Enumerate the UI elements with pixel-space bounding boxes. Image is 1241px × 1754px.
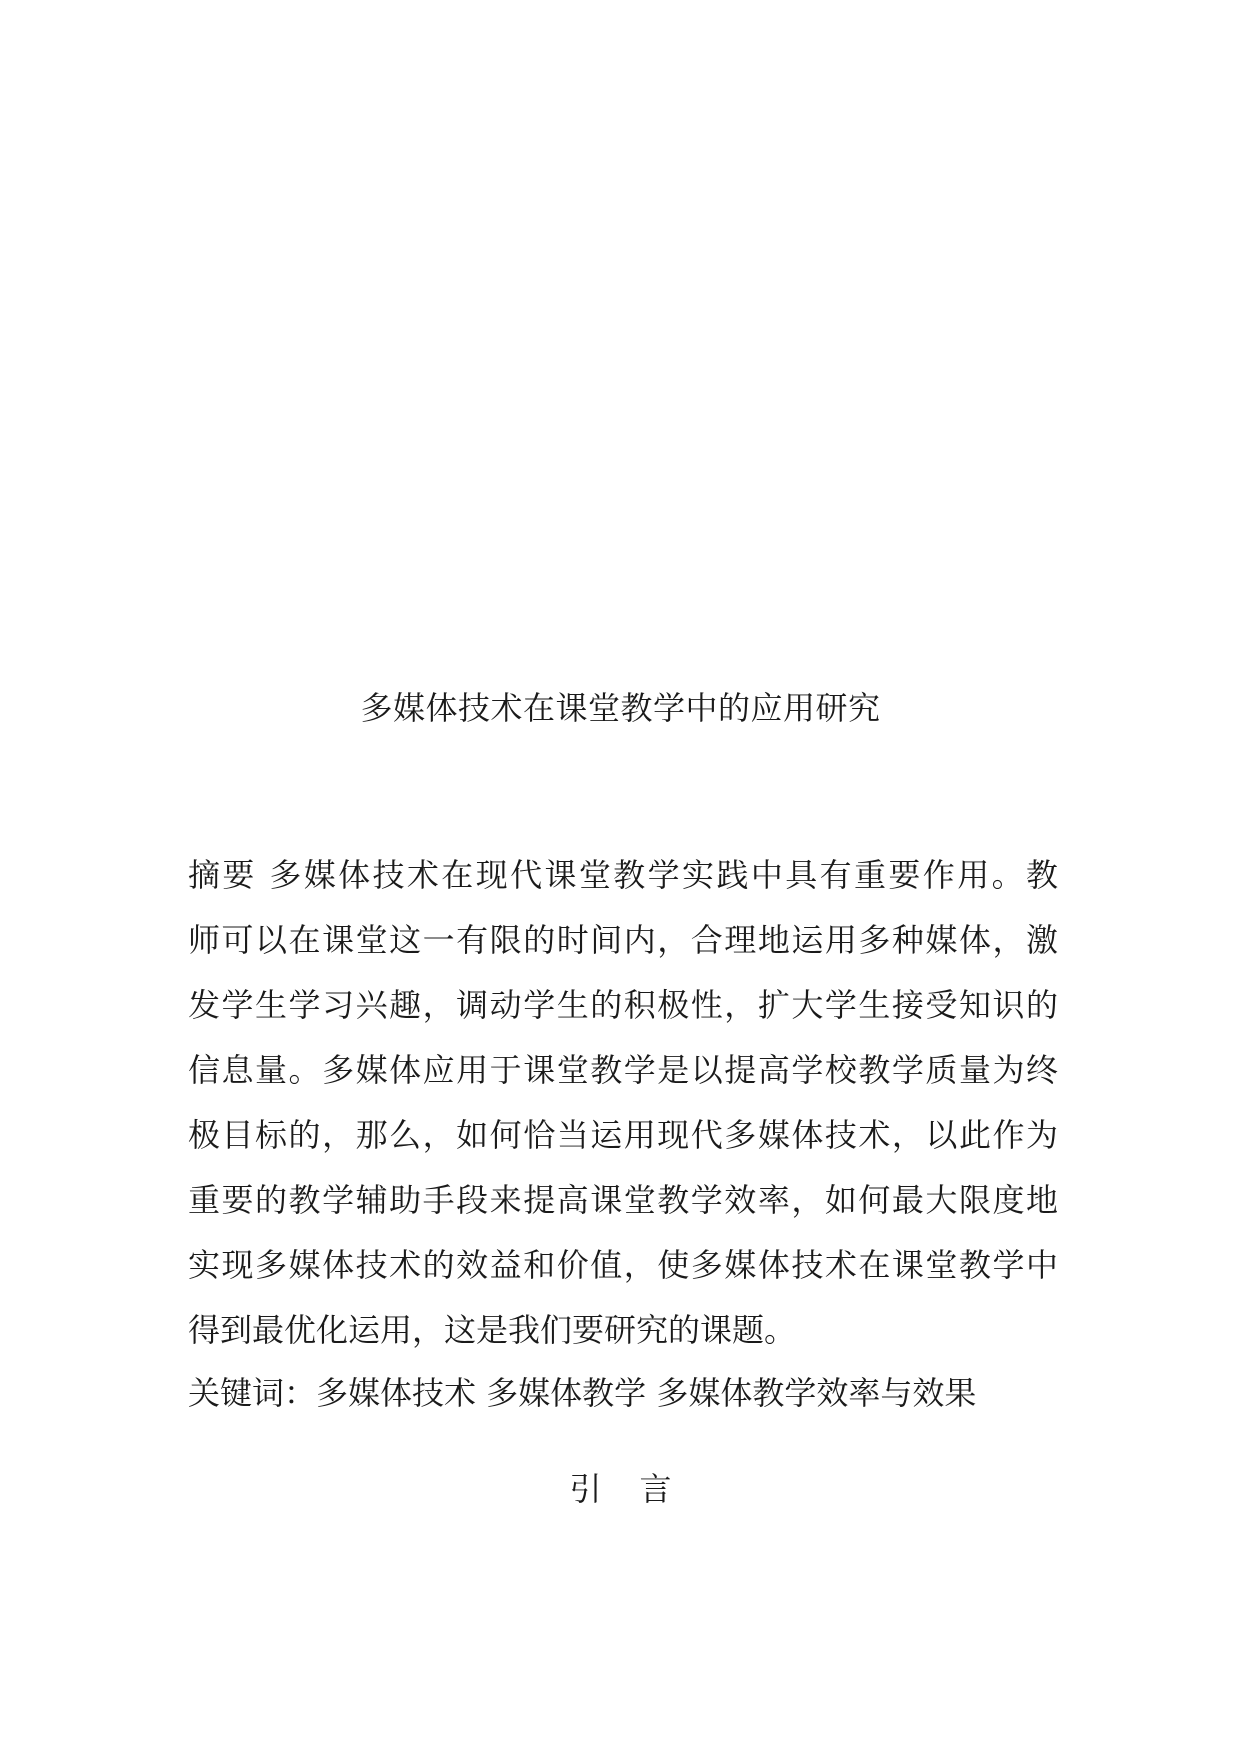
keywords-line: 关键词：多媒体技术 多媒体教学 多媒体教学效率与效果 xyxy=(188,1374,977,1412)
section-heading-introduction xyxy=(0,1463,1241,1515)
section-heading-char: 引 xyxy=(569,1470,602,1508)
abstract-line: 师可以在课堂这一有限的时间内，合理地运用多种媒体，激 xyxy=(188,921,1058,959)
abstract-line: 摘要 多媒体技术在现代课堂教学实践中具有重要作用。教 xyxy=(188,856,1058,894)
section-heading-char: 言 xyxy=(639,1470,672,1508)
abstract-line: 重要的教学辅助手段来提高课堂教学效率，如何最大限度地 xyxy=(188,1181,1058,1219)
abstract-paragraph xyxy=(188,843,1058,1363)
abstract-line: 发学生学习兴趣，调动学生的积极性，扩大学生接受知识的 xyxy=(188,986,1058,1024)
abstract-line: 实现多媒体技术的效益和价值，使多媒体技术在课堂教学中 xyxy=(188,1246,1058,1284)
abstract-line: 得到最优化运用，这是我们要研究的课题。 xyxy=(188,1311,797,1349)
document-title: 多媒体技术在课堂教学中的应用研究 xyxy=(360,689,881,727)
abstract-line: 极目标的，那么，如何恰当运用现代多媒体技术，以此作为 xyxy=(188,1116,1058,1154)
abstract-line: 信息量。多媒体应用于课堂教学是以提高学校教学质量为终 xyxy=(188,1051,1058,1089)
